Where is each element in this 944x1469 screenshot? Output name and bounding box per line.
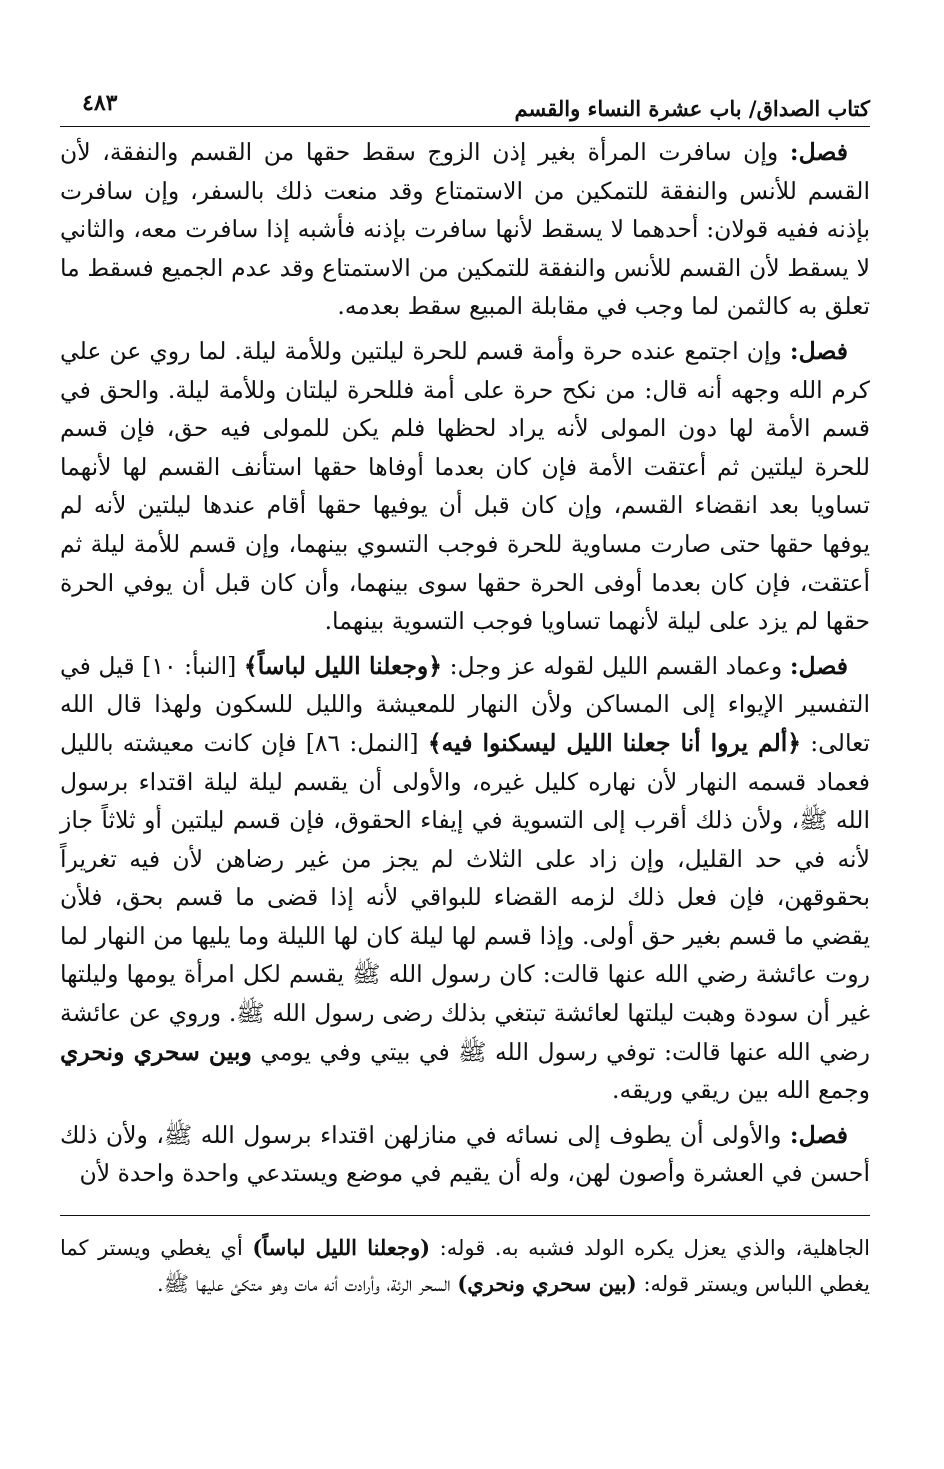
main-text [60,133,870,1193]
page-number: ٤٨٣ [82,90,118,116]
footnote-text: الجاهلية، والذي يعزل يكره الولد فشبه به. قوله: [439,1236,870,1260]
footnote-divider [60,1215,870,1216]
section-label: فصل: [789,336,848,365]
paragraph-text: وعماد القسم الليل لقوله عز وجل: [449,651,783,680]
footnote-quote: (وجعلنا الليل لباساً) [252,1235,431,1260]
footnote [60,1230,870,1302]
quran-quote: ﴿وجعلنا الليل لباساً﴾ [243,651,442,680]
book-page [60,82,870,1392]
section-paragraph [60,1116,870,1193]
hadith-phrase: وبين سحري ونحري [60,1037,252,1066]
section-label: فصل: [789,651,848,680]
section-label: فصل: [789,1120,848,1149]
paragraph-text: والأولى أن يطوف إلى نسائه في منازلهن اقتداء برسول الله ﷺ، ولأن ذلك أحسن في العشرة وأصون لهن، وله أن يقيم في موضع ويستدعي واحدة واحدة لأن [60,1120,870,1188]
footnote-text: السحر الرئة، وأرادت أنه مات وهو متكئ عليها ﷺ. [156,1272,451,1296]
section-paragraph [60,647,870,1110]
chapter-title: كتاب الصداق/ باب عشرة النساء والقسم [514,96,870,121]
footnote-text: أي يغطي ويستر كما يغطي اللباس ويستر قوله: [60,1236,870,1296]
quran-quote: ﴿ألم يروا أنا جعلنا الليل ليسكنوا فيه﴾ [427,728,802,757]
paragraph-text: [النمل: ٨٦] فإن كانت معيشته بالليل فعماد قسمه النهار لأن نهاره كليل غيره، والأولى أن يقسم ليلة ليلة اقتداء برسول الله ﷺ، ولأن ذلك أقرب إلى التسوية في إيفاء الحقوق، فإن قسم ليلتين أو ثلاثاً جاز لأنه في حد القليل، وإن زاد على الثلاث لم يجز من غير رضاهن لأن فيه تغريراً بحقوقهن، فإن فعل ذلك لزمه القضاء للبواقي لأنه إذا قضى ما قسم بحق، فلأن يقضي ما قسم بغير حق أولى. وإذا قسم لها ليلة كان لها الليلة وما يليها من النهار لما روت عائشة رضي الله عنها قالت: كان رسول الله ﷺ يقسم لكل امرأة يومها وليلتها غير أن سودة وهبت ليلتها لعائشة تبتغي بذلك رضى رسول الله ﷺ. وروي عن عائشة رضي الله عنها قالت: توفي رسول الله ﷺ في بيتي وفي يومي [60,728,870,1066]
section-paragraph [60,133,870,326]
footnote-quote: (بين سحري ونحري) [457,1271,637,1296]
paragraph-text: وإن سافرت المرأة بغير إذن الزوج سقط حقها من القسم والنفقة، لأن القسم للأنس والنفقة للتمكين من الاستمتاع وقد منعت ذلك بالسفر، وإن سافرت بإذنه ففيه قولان: أحدهما لا يسقط لأنها سافرت بإذنه فأشبه إذا سافرت معه، والثاني لا يسقط لأن القسم للأنس والنفقة للتمكين من الاستمتاع وقد عدم الجميع فسقط ما تعلق به كالثمن لما وجب في مقابلة المبيع سقط بعدمه. [60,138,870,321]
running-header [60,82,870,127]
section-paragraph [60,332,870,641]
section-label: فصل: [789,138,848,166]
paragraph-text: وإن اجتمع عنده حرة وأمة قسم للحرة ليلتين وللأمة ليلة. لما روي عن علي كرم الله وجهه أنه قال: من نكح حرة على أمة فللحرة ليلتان وللأمة ليلة. والحق في قسم الأمة لها دون المولى لأنه يراد لحظها فلم يكن للمولى فيه حق، فإن قسم للحرة ليلتين ثم أعتقت الأمة فإن كان بعدما أوفاها حقها استأنف القسم لها لأنهما تساويا بعد انقضاء القسم، وإن كان قبل أن يوفيها حقها أقام عندها ليلتين لأنه لم يوفها حقها حتى صارت مساوية للحرة فوجب التسوي بينهما، وإن قسم للأمة ليلة ثم أعتقت، فإن كان بعدما أوفى الحرة حقها سوى بينهما، وأن كان قبل أن يوفي الحرة حقها لم يزد على ليلة لأنهما تساويا فوجب التسوية بينهما. [60,336,870,636]
paragraph-text: [النبأ: ١٠] قيل في التفسير الإيواء إلى المساكن ولأن النهار للمعيشة والليل للسكون ولهذا قال الله تعالى: [60,651,870,757]
paragraph-text: وجمع الله بين ريقي وريقه. [612,1076,870,1105]
